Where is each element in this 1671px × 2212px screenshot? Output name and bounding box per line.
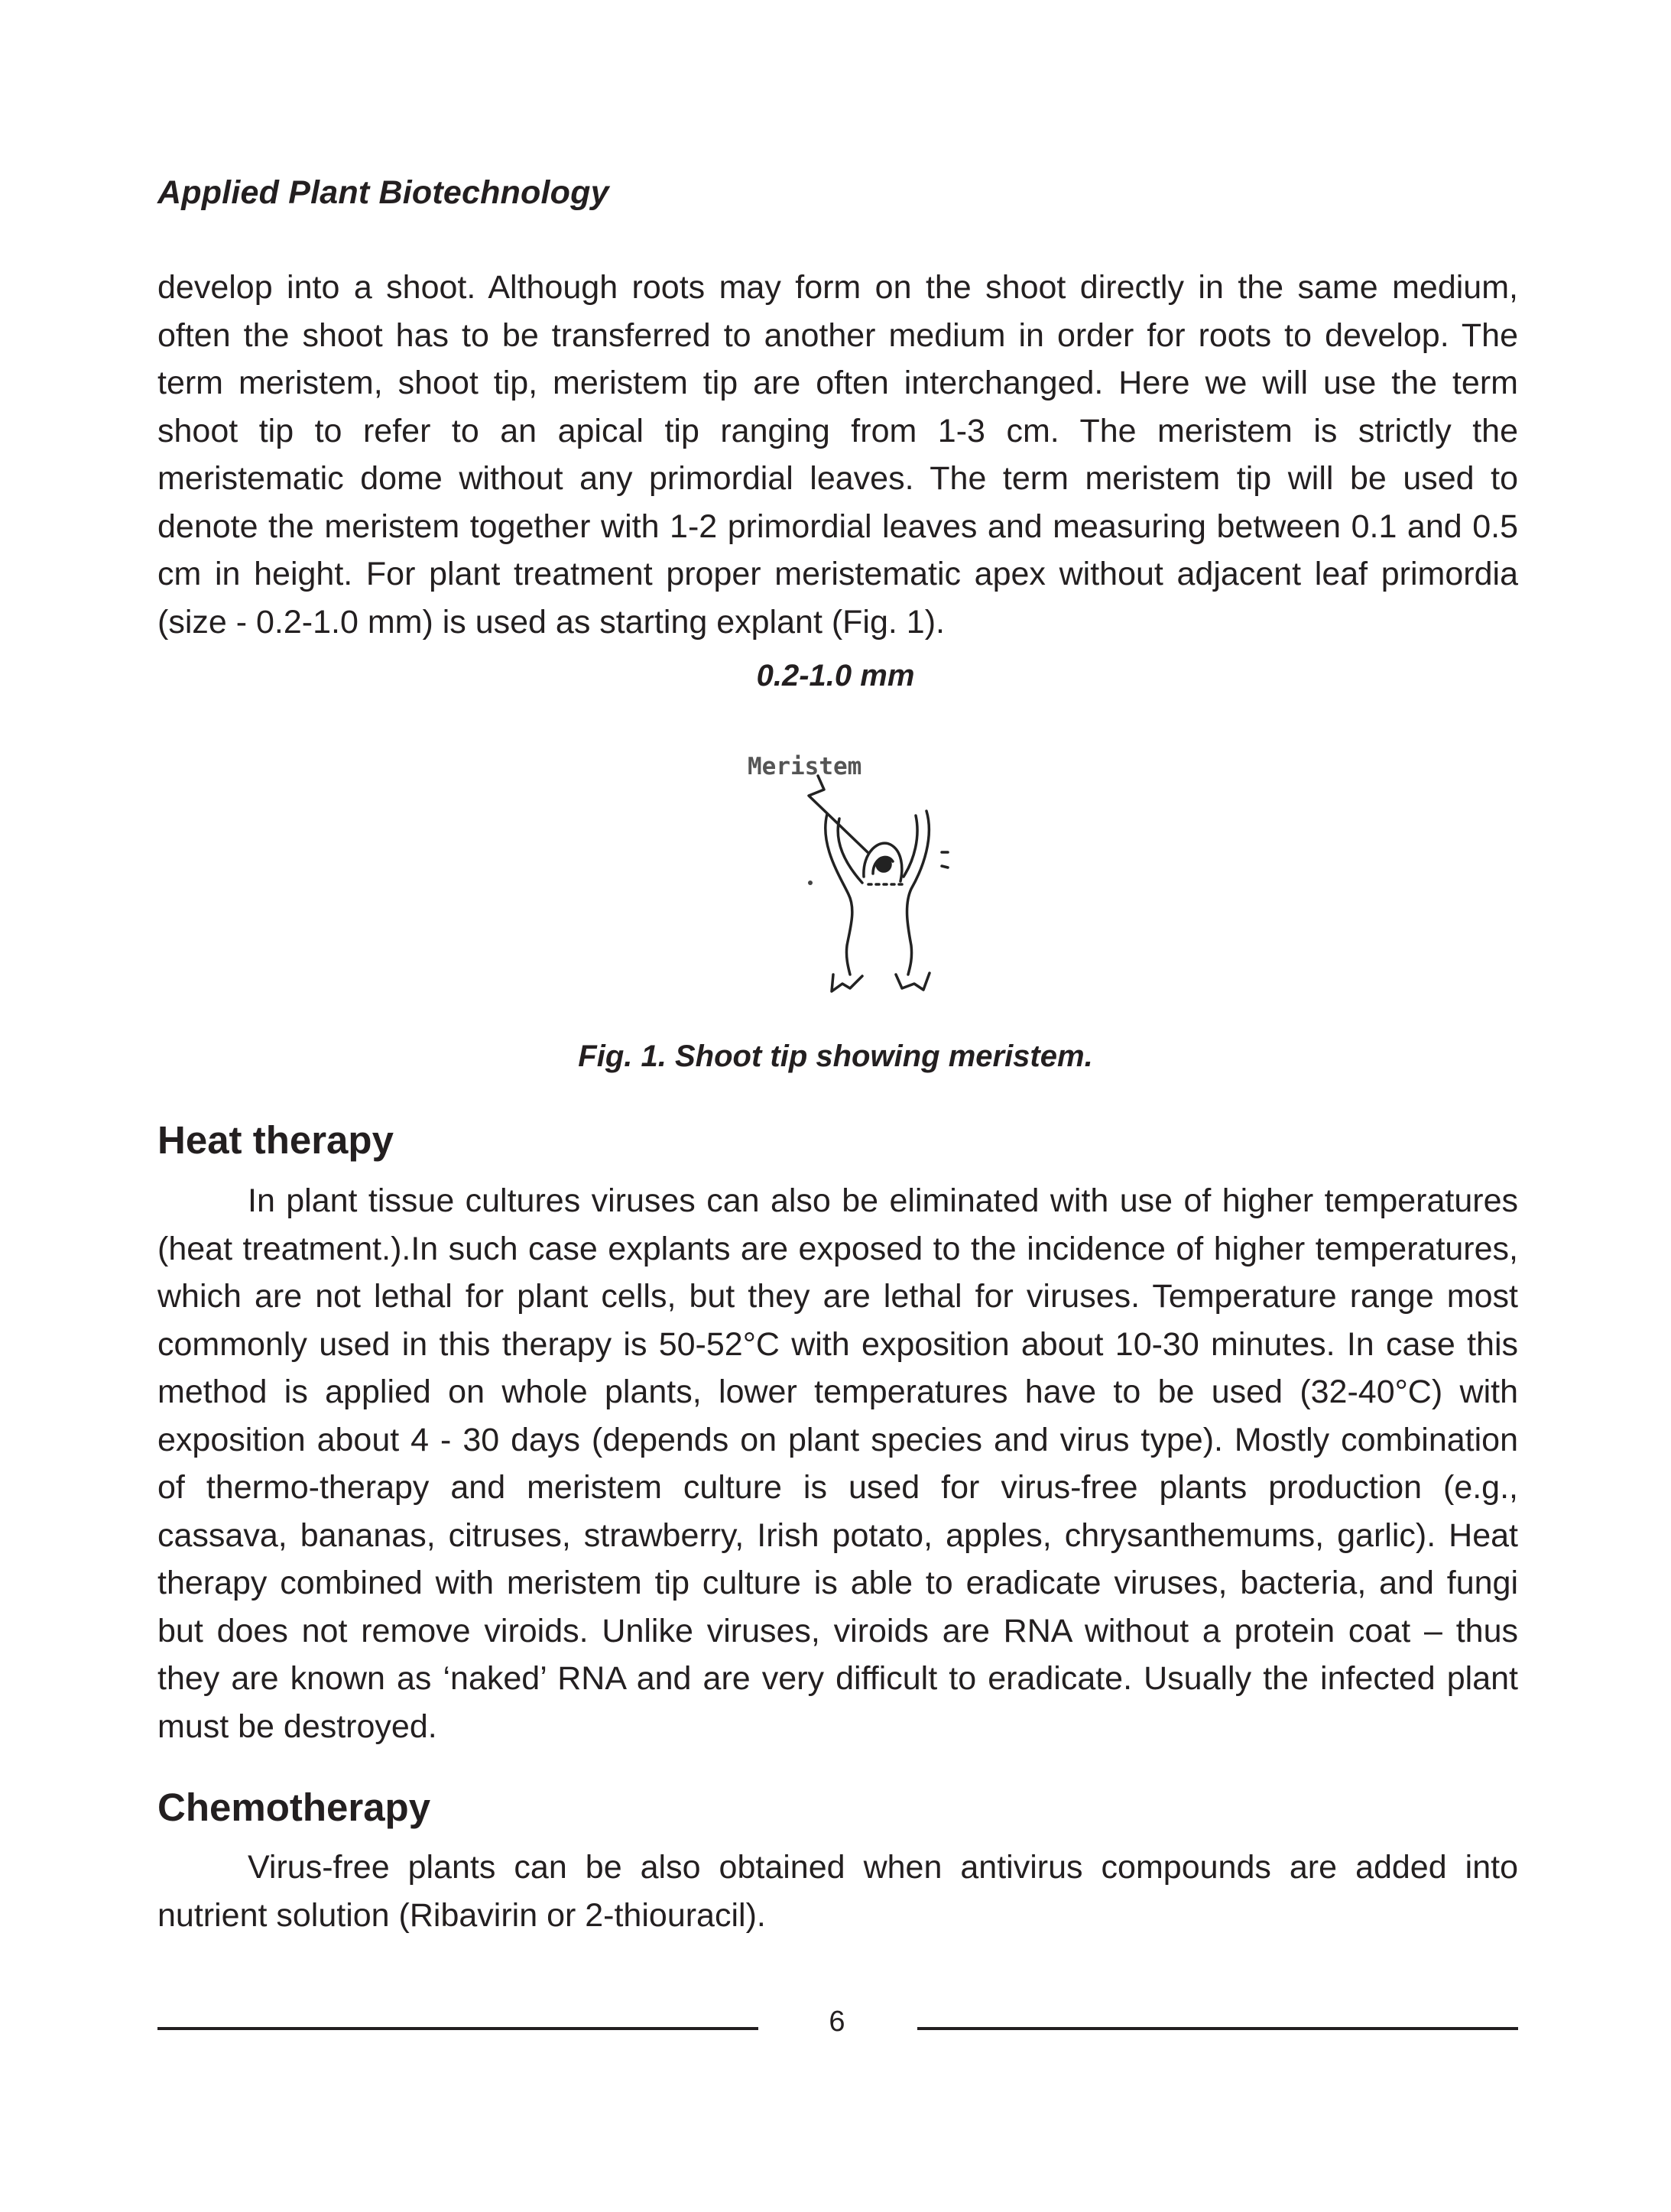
figure-size-label: 0.2-1.0 mm (756, 659, 915, 692)
footer-rule-left (157, 2027, 758, 2030)
section-heading-chemotherapy: Chemotherapy (157, 1785, 431, 1829)
heat-therapy-paragraph: In plant tissue cultures viruses can also be eliminated with use of higher temperatures (heat treatment.).In such case explants are exposed to the incidence of higher temperatures, which are not lethal for plant cells, but they are lethal for viruses. Temperature range most commonly used in this therapy is 50-52°C with exposition about 10-30 minutes. In case this method is applied on whole plants, lower temperatures have to be used (32-40°C) with exposition about 4 - 30 days (depends on plant species and virus type). Mostly combination of thermo-therapy and meristem culture is used for virus-free plants production (e.g., cassava, bananas, citruses, strawberry, Irish potato, apples, chrysanthemums, garlic). Heat therapy combined with meristem tip culture is able to eradicate viruses, bacteria, and fungi but does not remove viroids. Unlike viruses, viroids are RNA without a protein coat – thus they are known as ‘naked’ RNA and are very difficult to eradicate. Usually the infected plant must be destroyed. (157, 1182, 1518, 1745)
shoot-tip-drawing (734, 745, 1024, 997)
left-base (832, 975, 862, 991)
section-heading-heat-therapy: Heat therapy (157, 1118, 394, 1162)
chemotherapy-paragraph: Virus-free plants can be also obtained when antivirus compounds are added into nutrient solution (Ribavirin or 2-thiouracil). (157, 1849, 1518, 1934)
figure-caption: Fig. 1. Shoot tip showing meristem. (578, 1040, 1093, 1073)
running-head-title: Applied Plant Biotechnology (157, 174, 609, 211)
footer-rule-right (917, 2027, 1518, 2030)
page-number: 6 (829, 2006, 845, 2038)
figure-meristem-label: Meristem (748, 753, 862, 780)
right-base (896, 973, 930, 990)
intro-paragraph: develop into a shoot. Although roots may form on the shoot directly in the same medium, often the shoot has to be transferred to another medium in order for roots to develop. The term meristem, shoot tip, meristem tip are often interchanged. Here we will use the term shoot tip to refer to an apical tip ranging from 1-3 cm. The meristem is strictly the meristematic dome without any primordial leaves. The term meristem tip will be used to denote the meristem together with 1-2 primordial leaves and measuring between 0.1 and 0.5 cm in height. For plant treatment proper meristematic apex without adjacent leaf primordia (size - 0.2-1.0 mm) is used as starting explant (Fig. 1). (157, 269, 1518, 641)
